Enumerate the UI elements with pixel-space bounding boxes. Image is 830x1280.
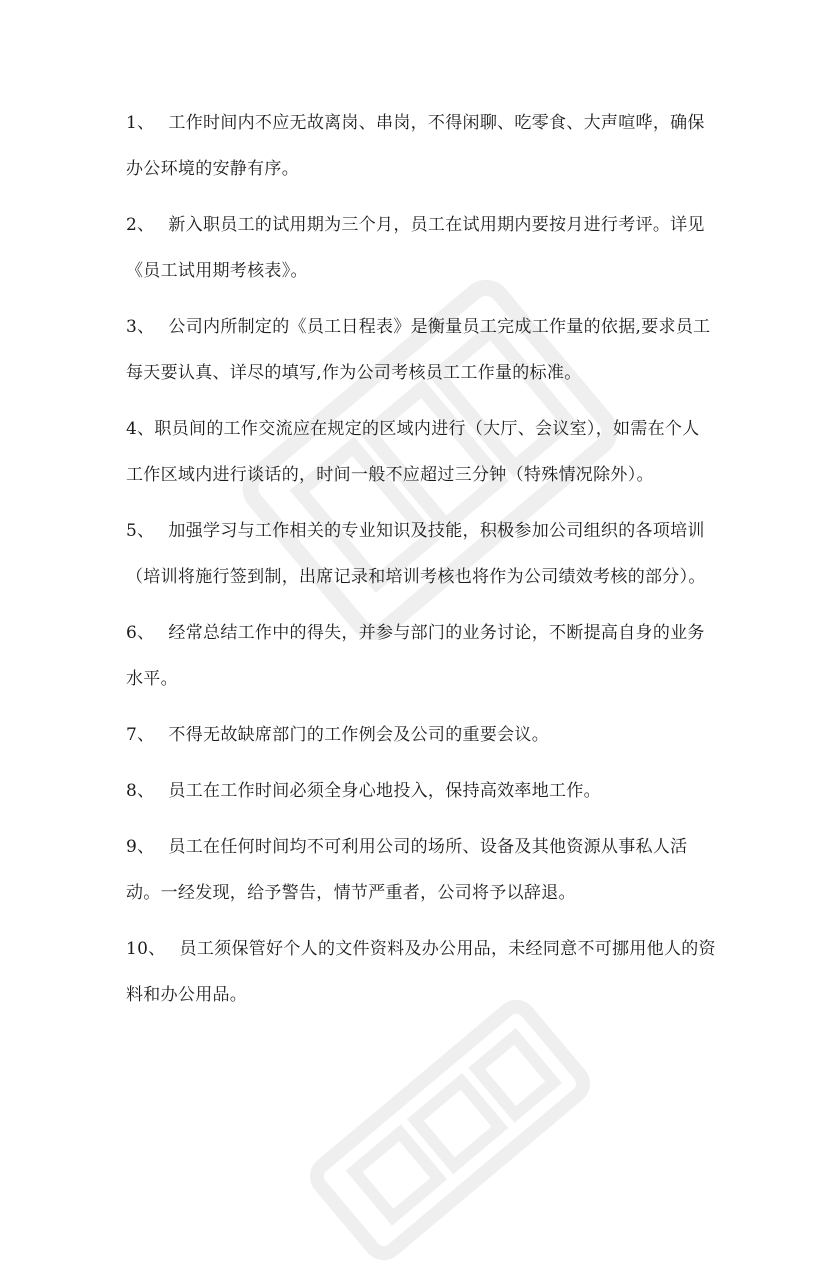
- rule-text: 员工在工作时间必须全身心地投入，保持高效率地工作。: [168, 781, 601, 801]
- rule-item-8: [126, 768, 716, 814]
- rule-item-5: [126, 508, 716, 600]
- rule-number: 3、: [126, 317, 155, 337]
- rule-number: 10、: [126, 939, 166, 959]
- rule-text: 加强学习与工作相关的专业知识及技能，积极参加公司组织的各项培训（培训将施行签到制，出席记录和培训考核也将作为公司绩效考核的部分）。: [126, 521, 706, 587]
- rule-number: 9、: [126, 837, 155, 857]
- rule-number: 6、: [126, 623, 155, 643]
- rule-text: 职员间的工作交流应在规定的区域内进行（大厅、会议室），如需在个人工作区域内进行谈话的，时间一般不应超过三分钟（特殊情况除外）。: [126, 419, 700, 485]
- rule-number: 1、: [126, 113, 155, 133]
- rule-item-1: [126, 100, 716, 192]
- rule-text: 员工须保管好个人的文件资料及办公用品，未经同意不可挪用他人的资料和办公用品。: [126, 939, 716, 1005]
- rule-text: 经常总结工作中的得失，并参与部门的业务讨论，不断提高自身的业务水平。: [126, 623, 705, 689]
- rule-text: 公司内所制定的《员工日程表》是衡量员工完成工作量的依据,要求员工每天要认真、详尽的填写,作为公司考核员工工作量的标准。: [126, 317, 711, 383]
- rule-text: 不得无故缺席部门的工作例会及公司的重要会议。: [168, 725, 550, 745]
- rule-number: 5、: [126, 521, 155, 541]
- rules-list: [126, 100, 716, 1028]
- rule-item-7: [126, 712, 716, 758]
- rule-item-6: [126, 610, 716, 702]
- rule-text: 工作时间内不应无故离岗、串岗，不得闲聊、吃零食、大声喧哗，确保办公环境的安静有序。: [126, 113, 705, 179]
- rule-item-4: [126, 406, 716, 498]
- rule-item-3: [126, 304, 716, 396]
- rule-number: 2、: [126, 215, 155, 235]
- rule-text: 员工在任何时间均不可利用公司的场所、设备及其他资源从事私人活动。一经发现，给予警告，情节严重者，公司将予以辞退。: [126, 837, 688, 903]
- rule-number: 7、: [126, 725, 155, 745]
- rule-text: 新入职员工的试用期为三个月，员工在试用期内要按月进行考评。详见《员工试用期考核表》。: [126, 215, 705, 281]
- rule-number: 8、: [126, 781, 155, 801]
- rule-number: 4、: [126, 419, 155, 439]
- rule-item-2: [126, 202, 716, 294]
- rule-item-10: [126, 926, 716, 1018]
- rule-item-9: [126, 824, 716, 916]
